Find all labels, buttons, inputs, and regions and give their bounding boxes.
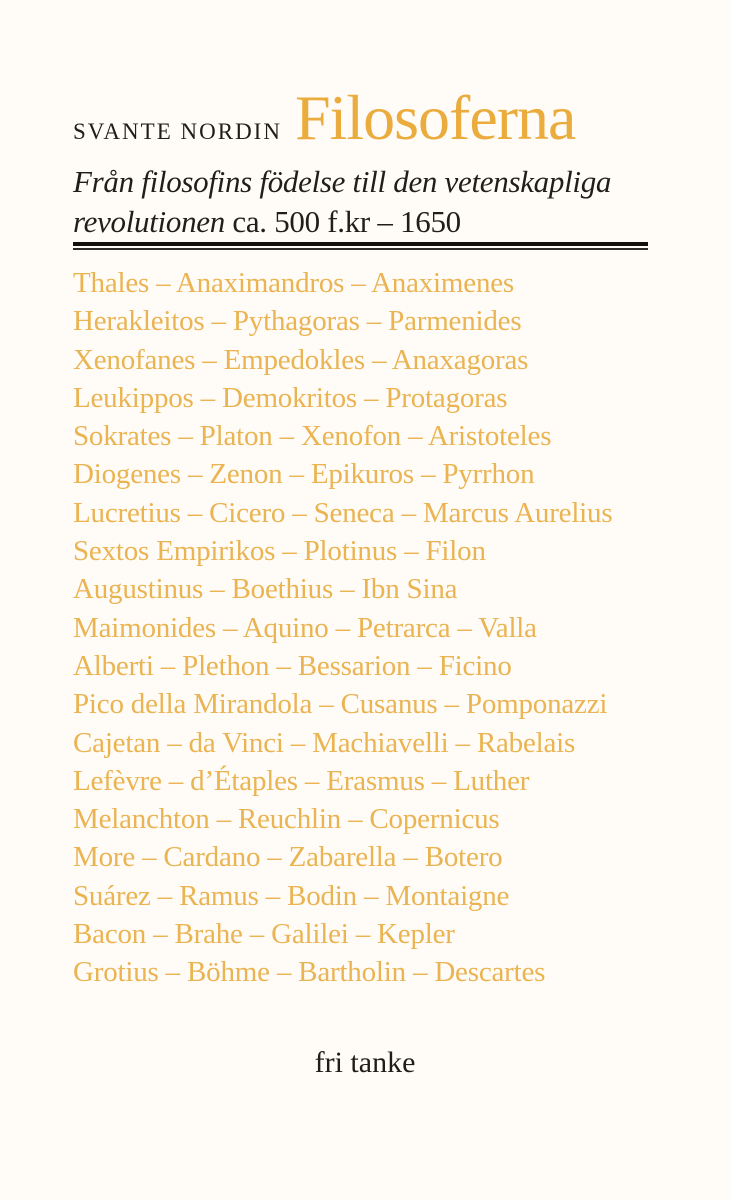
philosopher-line: Diogenes – Zenon – Epikuros – Pyrrhon [73, 458, 535, 491]
subtitle-line-1: Från filosofins födelse till den vetenskapliga [73, 164, 612, 199]
header-row [73, 82, 576, 153]
philosopher-line: Sextos Empirikos – Plotinus – Filon [73, 535, 486, 568]
author-name: SVANTE NORDIN [73, 119, 282, 144]
philosopher-line: Bacon – Brahe – Galilei – Kepler [73, 918, 455, 951]
subtitle-line-2 [73, 202, 673, 242]
philosopher-line: Cajetan – da Vinci – Machiavelli – Rabelais [73, 726, 576, 759]
double-rule [73, 242, 648, 250]
philosopher-line: Lucretius – Cicero – Seneca – Marcus Aurelius [73, 496, 613, 529]
philosopher-line: Herakleitos – Pythagoras – Parmenides [73, 305, 522, 338]
subtitle [73, 162, 673, 242]
philosopher-line: Melanchton – Reuchlin – Copernicus [73, 803, 500, 836]
subtitle-line-2-italic: revolutionen [73, 204, 225, 239]
philosopher-line: Sokrates – Platon – Xenofon – Aristoteles [73, 420, 552, 453]
publisher-logo: fri tanke [314, 1046, 416, 1079]
philosopher-line: Leukippos – Demokritos – Protagoras [73, 381, 508, 414]
book-title: Filosoferna [294, 82, 576, 153]
philosopher-line: More – Cardano – Zabarella – Botero [73, 841, 503, 874]
philosopher-line: Augustinus – Boethius – Ibn Sina [73, 573, 458, 606]
philosopher-list [73, 264, 673, 992]
subtitle-line-2-dates: ca. 500 f.kr – 1650 [224, 204, 461, 239]
philosopher-line: Lefèvre – d’Étaples – Erasmus – Luther [73, 764, 530, 797]
philosopher-line: Grotius – Böhme – Bartholin – Descartes [73, 956, 546, 989]
philosopher-line: Pico della Mirandola – Cusanus – Pomponazzi [73, 688, 608, 721]
philosopher-line: Maimonides – Aquino – Petrarca – Valla [73, 611, 537, 644]
philosopher-line: Xenofanes – Empedokles – Anaxagoras [73, 343, 529, 376]
philosopher-line: Thales – Anaximandros – Anaximenes [73, 267, 515, 299]
philosopher-line: Suárez – Ramus – Bodin – Montaigne [73, 879, 510, 912]
philosopher-line: Alberti – Plethon – Bessarion – Ficino [73, 649, 512, 682]
